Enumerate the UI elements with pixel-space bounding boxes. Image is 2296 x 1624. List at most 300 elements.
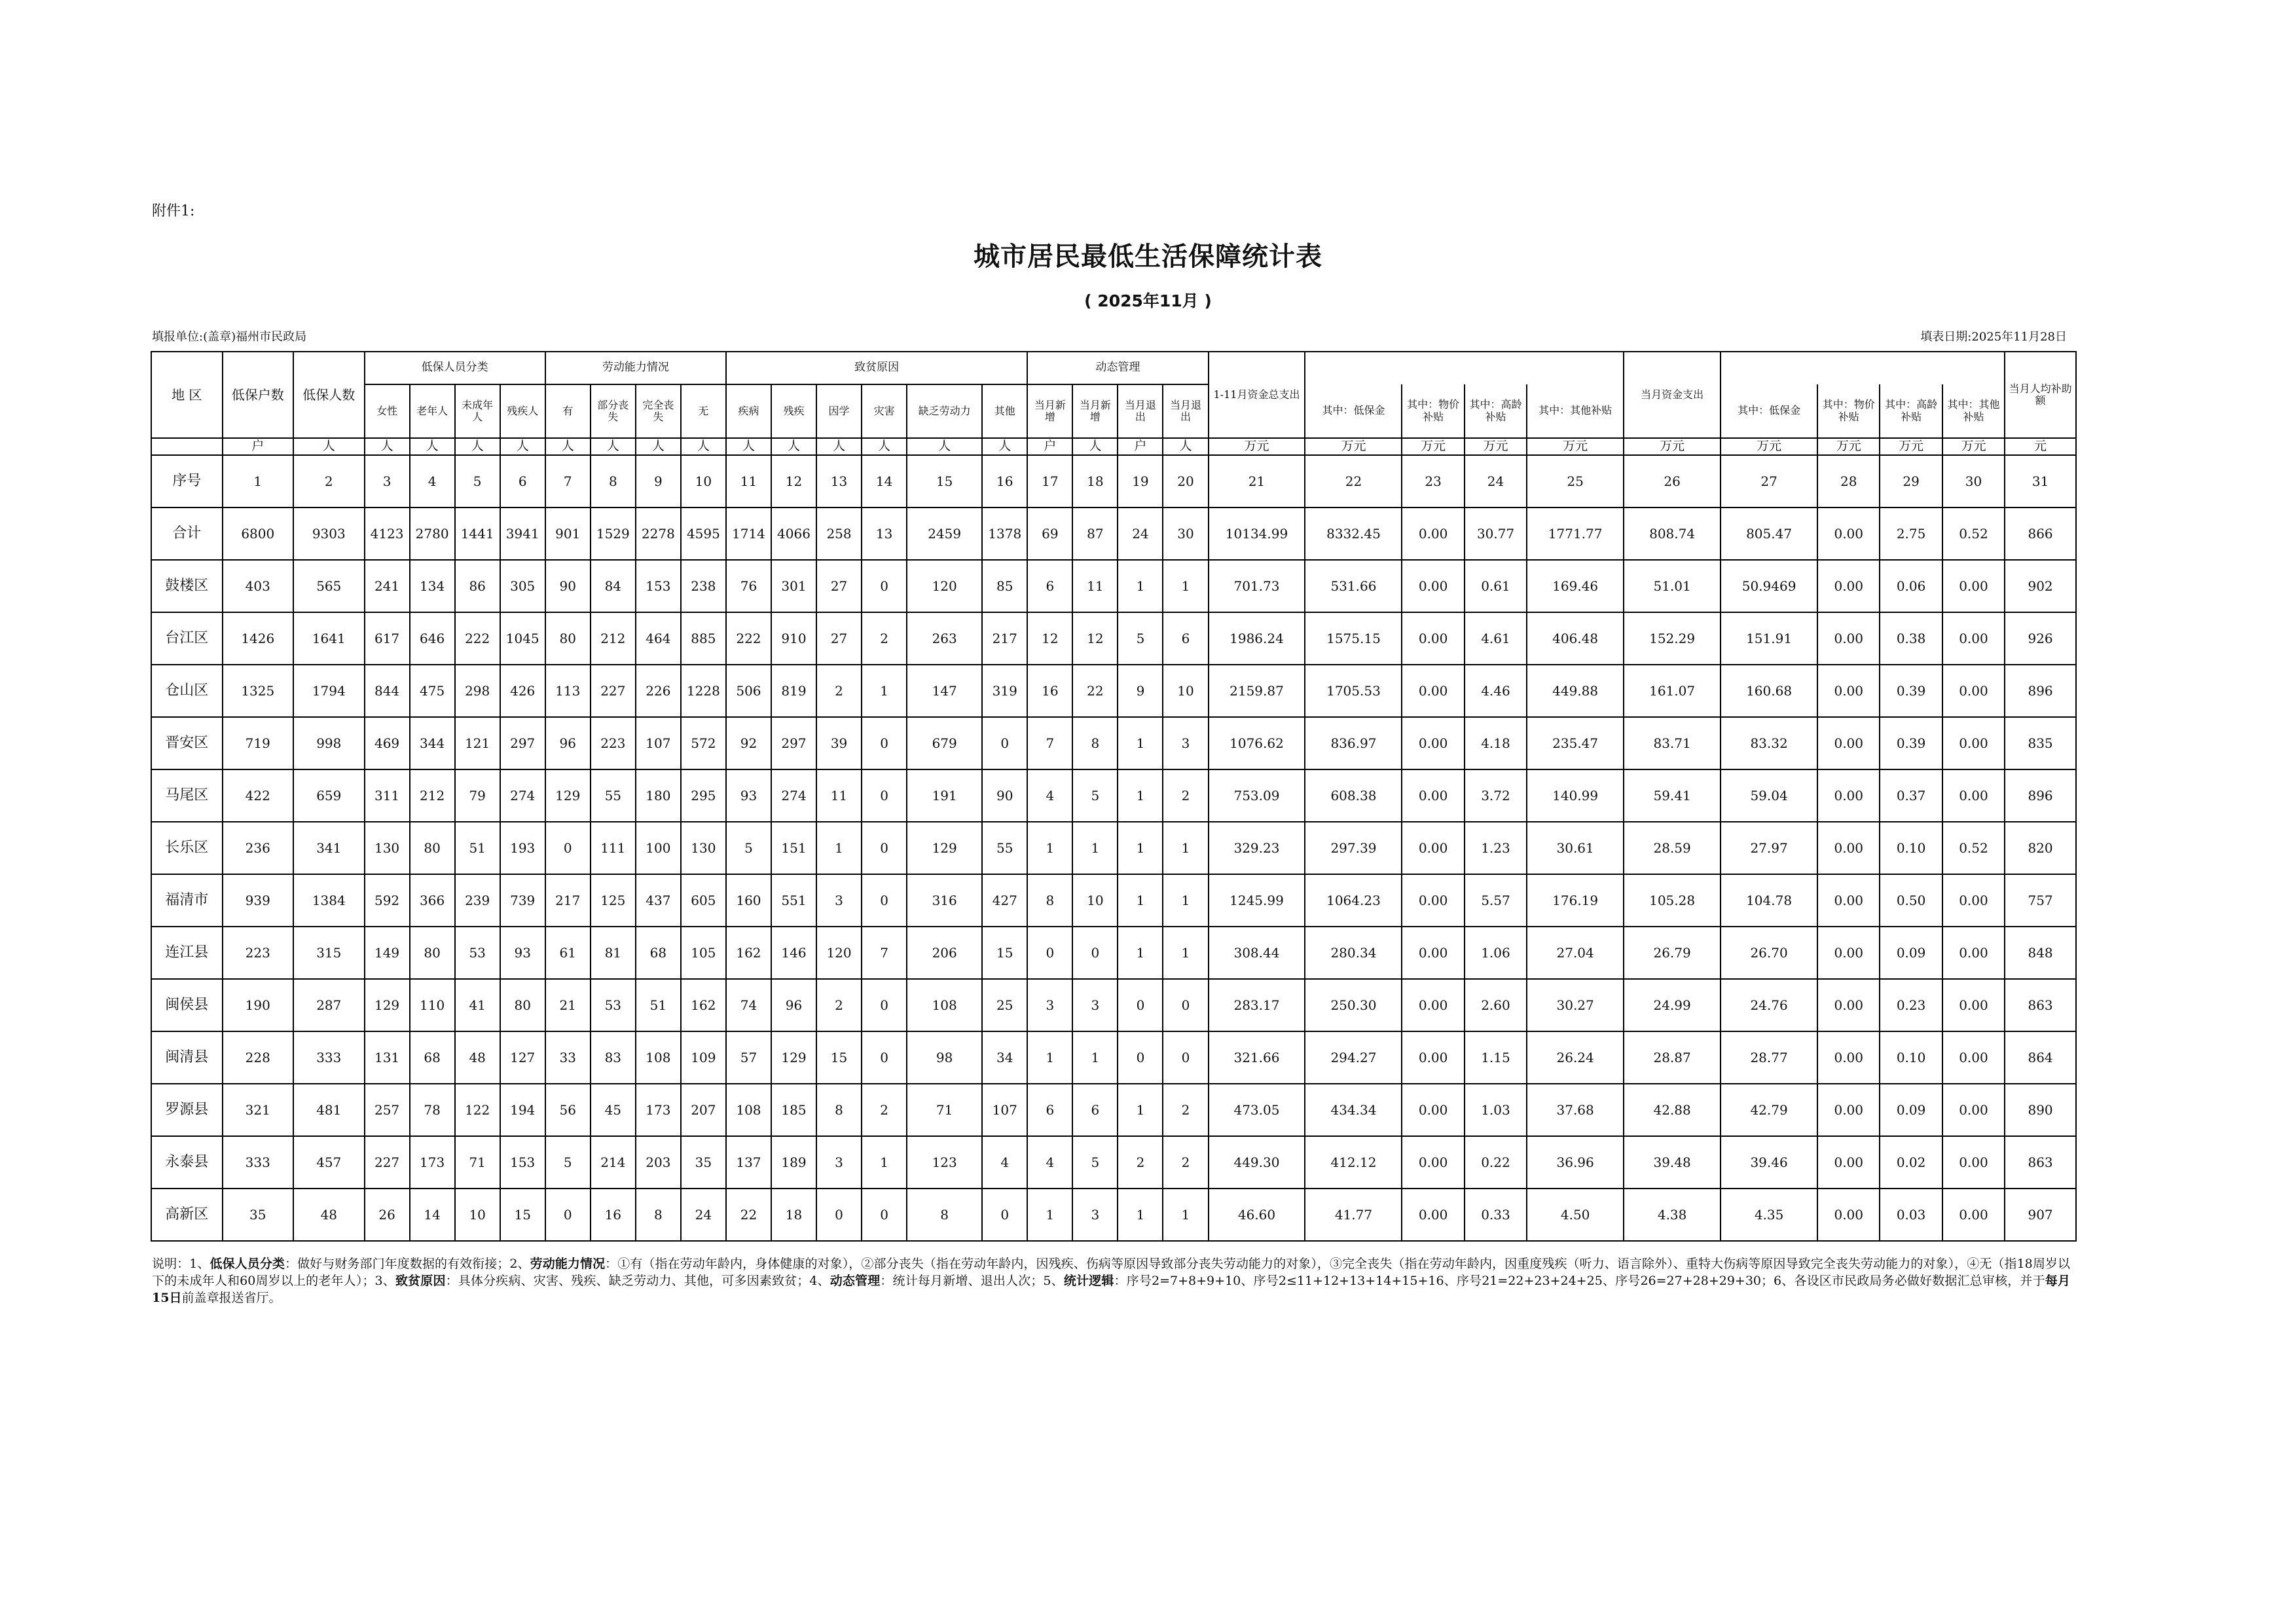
table-cell: 2780: [410, 507, 455, 560]
region-name: 永泰县: [151, 1136, 223, 1189]
table-cell: 68: [636, 927, 681, 979]
table-row: [151, 1031, 2076, 1084]
table-cell: 53: [591, 979, 636, 1031]
table-row: [151, 665, 2076, 717]
region-name: 晋安区: [151, 717, 223, 769]
unit-cell: 人: [591, 438, 636, 455]
table-cell: 69: [1027, 507, 1072, 560]
region-name: 长乐区: [151, 822, 223, 874]
table-cell: 6: [1163, 612, 1208, 665]
table-cell: 287: [293, 979, 365, 1031]
header-cat-elderly: 老年人: [410, 384, 455, 438]
table-cell: 531.66: [1305, 560, 1402, 612]
table-cell: 4: [1027, 769, 1072, 822]
header-month-sub-group: [1721, 352, 2005, 384]
region-name: 罗源县: [151, 1084, 223, 1136]
table-cell: 10134.99: [1209, 507, 1305, 560]
table-cell: 0: [862, 769, 907, 822]
sequence-number: 7: [545, 455, 591, 507]
table-cell: 8: [1027, 874, 1072, 927]
table-cell: 1575.15: [1305, 612, 1402, 665]
table-cell: 1076.62: [1209, 717, 1305, 769]
table-cell: 4595: [681, 507, 726, 560]
table-cell: 297.39: [1305, 822, 1402, 874]
table-cell: 41: [455, 979, 500, 1031]
table-cell: 0.00: [1402, 665, 1464, 717]
table-cell: 16: [591, 1189, 636, 1241]
table-cell: 26.79: [1624, 927, 1721, 979]
note-text: 说明：1、: [152, 1257, 210, 1271]
fill-date: 填表日期:2025年11月28日: [1920, 330, 2067, 344]
header-fund-total: 1-11月资金总支出: [1209, 352, 1305, 438]
table-cell: 274: [771, 769, 816, 822]
unit-cell: 人: [545, 438, 591, 455]
table-cell: 14: [410, 1189, 455, 1241]
note-keyword: 低保人员分类: [210, 1257, 285, 1271]
table-cell: 835: [2005, 717, 2076, 769]
table-cell: 24.76: [1721, 979, 1817, 1031]
table-cell: 308.44: [1209, 927, 1305, 979]
table-row: [151, 822, 2076, 874]
table-cell: 0: [862, 979, 907, 1031]
table-cell: 189: [771, 1136, 816, 1189]
sequence-number: 3: [365, 455, 410, 507]
table-cell: 1705.53: [1305, 665, 1402, 717]
table-cell: 473.05: [1209, 1084, 1305, 1136]
table-cell: 236: [223, 822, 294, 874]
table-cell: 0.06: [1880, 560, 1942, 612]
table-cell: 87: [1072, 507, 1118, 560]
table-cell: 1245.99: [1209, 874, 1305, 927]
table-cell: 3: [816, 1136, 862, 1189]
region-name: 马尾区: [151, 769, 223, 822]
table-cell: 1.23: [1465, 822, 1527, 874]
table-cell: 2: [862, 612, 907, 665]
table-cell: 0.00: [1817, 1084, 1880, 1136]
table-cell: 127: [500, 1031, 545, 1084]
table-cell: 241: [365, 560, 410, 612]
table-cell: 2.60: [1465, 979, 1527, 1031]
table-cell: 0.00: [1817, 1136, 1880, 1189]
header-poverty-education: 因学: [816, 384, 862, 438]
table-cell: 162: [681, 979, 726, 1031]
table-cell: 1641: [293, 612, 365, 665]
header-fund-low-allowance: 其中：低保金: [1305, 384, 1402, 438]
table-cell: 0.00: [1942, 612, 2005, 665]
table-cell: 2: [1163, 1084, 1208, 1136]
sequence-number: 23: [1402, 455, 1464, 507]
table-cell: 48: [293, 1189, 365, 1241]
header-group-category: 低保人员分类: [365, 352, 545, 384]
table-cell: 890: [2005, 1084, 2076, 1136]
sequence-number: 20: [1163, 455, 1208, 507]
table-cell: 0.00: [1817, 927, 1880, 979]
table-cell: 153: [500, 1136, 545, 1189]
table-cell: 13: [862, 507, 907, 560]
table-cell: 24: [1118, 507, 1163, 560]
table-cell: 422: [223, 769, 294, 822]
sequence-number: 24: [1465, 455, 1527, 507]
unit-cell: 人: [293, 438, 365, 455]
table-cell: 481: [293, 1084, 365, 1136]
header-dynamic-new-persons: 当月新增: [1072, 384, 1118, 438]
table-cell: 107: [982, 1084, 1027, 1136]
table-cell: 34: [982, 1031, 1027, 1084]
table-cell: 113: [545, 665, 591, 717]
table-cell: 190: [223, 979, 294, 1031]
region-name: 闽清县: [151, 1031, 223, 1084]
table-cell: 1.03: [1465, 1084, 1527, 1136]
table-cell: 333: [223, 1136, 294, 1189]
unit-cell: 万元: [1721, 438, 1817, 455]
note-text: ：具体分疾病、灾害、残疾、缺乏劳动力、其他，可多因素致贫；4、: [445, 1274, 830, 1288]
sequence-number: 25: [1527, 455, 1624, 507]
table-cell: 4: [982, 1136, 1027, 1189]
table-cell: 57: [726, 1031, 771, 1084]
table-cell: 18: [771, 1189, 816, 1241]
sequence-number: 9: [636, 455, 681, 507]
table-cell: 1794: [293, 665, 365, 717]
table-cell: 907: [2005, 1189, 2076, 1241]
unit-cell: 万元: [1209, 438, 1305, 455]
table-cell: 910: [771, 612, 816, 665]
table-cell: 0: [862, 822, 907, 874]
table-cell: 185: [771, 1084, 816, 1136]
table-cell: 321: [223, 1084, 294, 1136]
unit-cell: 人: [771, 438, 816, 455]
table-cell: 1: [816, 822, 862, 874]
table-cell: 15: [816, 1031, 862, 1084]
table-cell: 319: [982, 665, 1027, 717]
table-cell: 217: [545, 874, 591, 927]
table-cell: 896: [2005, 665, 2076, 717]
table-cell: 1.15: [1465, 1031, 1527, 1084]
table-cell: 0.33: [1465, 1189, 1527, 1241]
header-labor-full-loss: 完全丧失: [636, 384, 681, 438]
table-cell: 0.00: [1942, 1031, 2005, 1084]
table-cell: 0.00: [1402, 874, 1464, 927]
table-cell: 222: [455, 612, 500, 665]
table-cell: 35: [681, 1136, 726, 1189]
table-cell: 0.03: [1880, 1189, 1942, 1241]
table-cell: 0.00: [1942, 665, 2005, 717]
table-cell: 0.00: [1817, 507, 1880, 560]
note-text: ：①有（指在劳动年龄内，身体健康的对象），②部分丧失（指在劳动年龄内，因残疾、伤病等原因导致部分丧失劳动能力的对象），③完全丧失（指在劳动年龄内，因重度残疾（听力、语言除外）、重特大伤病等原因导致完全丧失劳动能力的对象），④无（指18周岁以下的未成年人和60周岁以上的老年人）；3、: [152, 1257, 2070, 1288]
table-cell: 30: [1163, 507, 1208, 560]
table-cell: 130: [681, 822, 726, 874]
unit-cell: 人: [681, 438, 726, 455]
table-cell: 11: [1072, 560, 1118, 612]
table-cell: 3: [1072, 1189, 1118, 1241]
table-cell: 1986.24: [1209, 612, 1305, 665]
table-cell: 1: [1163, 822, 1208, 874]
table-cell: 111: [591, 822, 636, 874]
table-cell: 149: [365, 927, 410, 979]
table-cell: 250.30: [1305, 979, 1402, 1031]
table-cell: 0.00: [1402, 1084, 1464, 1136]
table-cell: 0.10: [1880, 822, 1942, 874]
table-cell: 173: [636, 1084, 681, 1136]
table-cell: 2: [1163, 1136, 1208, 1189]
table-cell: 0.37: [1880, 769, 1942, 822]
table-cell: 0.00: [1942, 874, 2005, 927]
table-cell: 866: [2005, 507, 2076, 560]
table-cell: 27: [816, 560, 862, 612]
table-cell: 2.75: [1880, 507, 1942, 560]
table-cell: 0: [982, 1189, 1027, 1241]
sequence-number: 12: [771, 455, 816, 507]
table-cell: 76: [726, 560, 771, 612]
table-cell: 28.59: [1624, 822, 1721, 874]
table-cell: 173: [410, 1136, 455, 1189]
table-cell: 1: [1118, 874, 1163, 927]
table-cell: 0: [1072, 927, 1118, 979]
table-cell: 739: [500, 874, 545, 927]
table-cell: 457: [293, 1136, 365, 1189]
table-cell: 412.12: [1305, 1136, 1402, 1189]
table-cell: 28.87: [1624, 1031, 1721, 1084]
table-cell: 81: [591, 927, 636, 979]
table-cell: 0: [545, 1189, 591, 1241]
statistics-table: [151, 351, 2077, 1242]
table-cell: 1: [1163, 927, 1208, 979]
table-cell: 2459: [907, 507, 982, 560]
table-cell: 321.66: [1209, 1031, 1305, 1084]
table-cell: 0.00: [1817, 822, 1880, 874]
table-cell: 131: [365, 1031, 410, 1084]
table-cell: 0: [816, 1189, 862, 1241]
table-cell: 0.00: [1402, 612, 1464, 665]
table-cell: 434.34: [1305, 1084, 1402, 1136]
table-cell: 1714: [726, 507, 771, 560]
table-cell: 137: [726, 1136, 771, 1189]
note-text: 前盖章报送省厅。: [181, 1291, 282, 1305]
sequence-number: 19: [1118, 455, 1163, 507]
footnote: [152, 1255, 2070, 1306]
table-cell: 0.00: [1942, 979, 2005, 1031]
header-dynamic-new-households: 当月新增: [1027, 384, 1072, 438]
region-name: 台江区: [151, 612, 223, 665]
table-cell: 403: [223, 560, 294, 612]
table-cell: 15: [500, 1189, 545, 1241]
table-cell: 8: [1072, 717, 1118, 769]
unit-cell: 人: [982, 438, 1027, 455]
table-row: [151, 612, 2076, 665]
table-cell: 1: [1118, 1084, 1163, 1136]
table-cell: 86: [455, 560, 500, 612]
table-cell: 0.22: [1465, 1136, 1527, 1189]
table-cell: 3: [1163, 717, 1208, 769]
table-row: [151, 1084, 2076, 1136]
table-cell: 4.61: [1465, 612, 1527, 665]
unit-cell: 万元: [1402, 438, 1464, 455]
table-cell: 1: [1118, 927, 1163, 979]
unit-cell: 万元: [1817, 438, 1880, 455]
table-cell: 96: [545, 717, 591, 769]
unit-cell: 人: [907, 438, 982, 455]
table-cell: 1426: [223, 612, 294, 665]
note-keyword: 每月15日: [152, 1274, 2070, 1305]
table-cell: 0.50: [1880, 874, 1942, 927]
table-cell: 0.00: [1402, 717, 1464, 769]
table-cell: 0: [862, 1031, 907, 1084]
table-cell: 280.34: [1305, 927, 1402, 979]
table-cell: 679: [907, 717, 982, 769]
note-keyword: 劳动能力情况: [530, 1257, 606, 1271]
sequence-number: 13: [816, 455, 862, 507]
table-cell: 8332.45: [1305, 507, 1402, 560]
table-cell: 6: [1072, 1084, 1118, 1136]
table-cell: 1325: [223, 665, 294, 717]
table-cell: 105.28: [1624, 874, 1721, 927]
sequence-number: 29: [1880, 455, 1942, 507]
table-cell: 93: [726, 769, 771, 822]
sequence-number: 31: [2005, 455, 2076, 507]
table-cell: 0.00: [1817, 769, 1880, 822]
table-cell: 608.38: [1305, 769, 1402, 822]
table-cell: 151: [771, 822, 816, 874]
table-cell: 341: [293, 822, 365, 874]
table-cell: 0: [1163, 979, 1208, 1031]
table-cell: 0.00: [1402, 1189, 1464, 1241]
table-cell: 1: [1118, 1189, 1163, 1241]
table-cell: 5: [545, 1136, 591, 1189]
table-cell: 50.9469: [1721, 560, 1817, 612]
table-cell: 0.00: [1942, 717, 2005, 769]
table-cell: 1: [1027, 822, 1072, 874]
table-cell: 901: [545, 507, 591, 560]
table-cell: 283.17: [1209, 979, 1305, 1031]
table-cell: 147: [907, 665, 982, 717]
table-cell: 0: [862, 1189, 907, 1241]
unit-cell: 万元: [1527, 438, 1624, 455]
units-row: [151, 438, 2076, 455]
table-cell: 26.70: [1721, 927, 1817, 979]
header-labor-partial: 部分丧失: [591, 384, 636, 438]
table-cell: 406.48: [1527, 612, 1624, 665]
table-cell: 4.35: [1721, 1189, 1817, 1241]
table-cell: 0.00: [1817, 717, 1880, 769]
table-cell: 0.00: [1817, 979, 1880, 1031]
table-row: [151, 927, 2076, 979]
header-poverty-disability: 残疾: [771, 384, 816, 438]
table-cell: 329.23: [1209, 822, 1305, 874]
table-cell: 6: [1027, 560, 1072, 612]
region-name: 仓山区: [151, 665, 223, 717]
unit-cell: 人: [636, 438, 681, 455]
table-cell: 5: [1118, 612, 1163, 665]
table-cell: 551: [771, 874, 816, 927]
table-cell: 9303: [293, 507, 365, 560]
table-cell: 68: [410, 1031, 455, 1084]
header-group-labor: 劳动能力情况: [545, 352, 726, 384]
table-cell: 193: [500, 822, 545, 874]
header-poverty-other: 其他: [982, 384, 1027, 438]
unit-cell: 人: [816, 438, 862, 455]
table-cell: 212: [591, 612, 636, 665]
sequence-number: 2: [293, 455, 365, 507]
table-cell: 42.88: [1624, 1084, 1721, 1136]
table-cell: 1: [862, 665, 907, 717]
sequence-number: 26: [1624, 455, 1721, 507]
table-cell: 6: [1027, 1084, 1072, 1136]
table-cell: 153: [636, 560, 681, 612]
table-cell: 83: [591, 1031, 636, 1084]
table-cell: 93: [500, 927, 545, 979]
table-cell: 51.01: [1624, 560, 1721, 612]
unit-cell: 人: [726, 438, 771, 455]
table-cell: 123: [907, 1136, 982, 1189]
table-cell: 0.00: [1402, 507, 1464, 560]
table-cell: 0.00: [1817, 560, 1880, 612]
table-cell: 0.00: [1402, 769, 1464, 822]
table-cell: 3.72: [1465, 769, 1527, 822]
table-cell: 0.23: [1880, 979, 1942, 1031]
table-cell: 37.68: [1527, 1084, 1624, 1136]
table-cell: 449.30: [1209, 1136, 1305, 1189]
unit-cell: 万元: [1624, 438, 1721, 455]
table-cell: 2278: [636, 507, 681, 560]
sequence-number: 28: [1817, 455, 1880, 507]
table-cell: 11: [816, 769, 862, 822]
table-cell: 71: [455, 1136, 500, 1189]
table-cell: 297: [771, 717, 816, 769]
table-cell: 9: [1118, 665, 1163, 717]
table-cell: 10: [1163, 665, 1208, 717]
table-cell: 26: [365, 1189, 410, 1241]
table-cell: 0.10: [1880, 1031, 1942, 1084]
table-cell: 719: [223, 717, 294, 769]
sequence-number: 27: [1721, 455, 1817, 507]
table-cell: 203: [636, 1136, 681, 1189]
table-cell: 122: [455, 1084, 500, 1136]
table-cell: 1: [1118, 769, 1163, 822]
table-cell: 258: [816, 507, 862, 560]
table-cell: 701.73: [1209, 560, 1305, 612]
table-cell: 0.02: [1880, 1136, 1942, 1189]
header-group-dynamic: 动态管理: [1027, 352, 1208, 384]
table-cell: 311: [365, 769, 410, 822]
unit-cell: 人: [410, 438, 455, 455]
table-cell: 475: [410, 665, 455, 717]
unit-cell: 人: [455, 438, 500, 455]
table-cell: 90: [545, 560, 591, 612]
table-cell: 110: [410, 979, 455, 1031]
table-cell: 8: [907, 1189, 982, 1241]
sequence-number: 21: [1209, 455, 1305, 507]
table-cell: 1: [1118, 822, 1163, 874]
table-cell: 228: [223, 1031, 294, 1084]
table-cell: 1: [1163, 1189, 1208, 1241]
table-cell: 25: [982, 979, 1027, 1031]
table-cell: 617: [365, 612, 410, 665]
table-cell: 1529: [591, 507, 636, 560]
table-cell: 0: [1163, 1031, 1208, 1084]
table-cell: 4066: [771, 507, 816, 560]
table-cell: 100: [636, 822, 681, 874]
table-cell: 42.79: [1721, 1084, 1817, 1136]
table-cell: 239: [455, 874, 500, 927]
table-cell: 83.32: [1721, 717, 1817, 769]
table-cell: 998: [293, 717, 365, 769]
table-cell: 2: [1163, 769, 1208, 822]
table-cell: 0.00: [1402, 1136, 1464, 1189]
table-cell: 39.48: [1624, 1136, 1721, 1189]
unit-cell: 人: [365, 438, 410, 455]
table-cell: 8: [816, 1084, 862, 1136]
table-cell: 333: [293, 1031, 365, 1084]
table-cell: 35: [223, 1189, 294, 1241]
